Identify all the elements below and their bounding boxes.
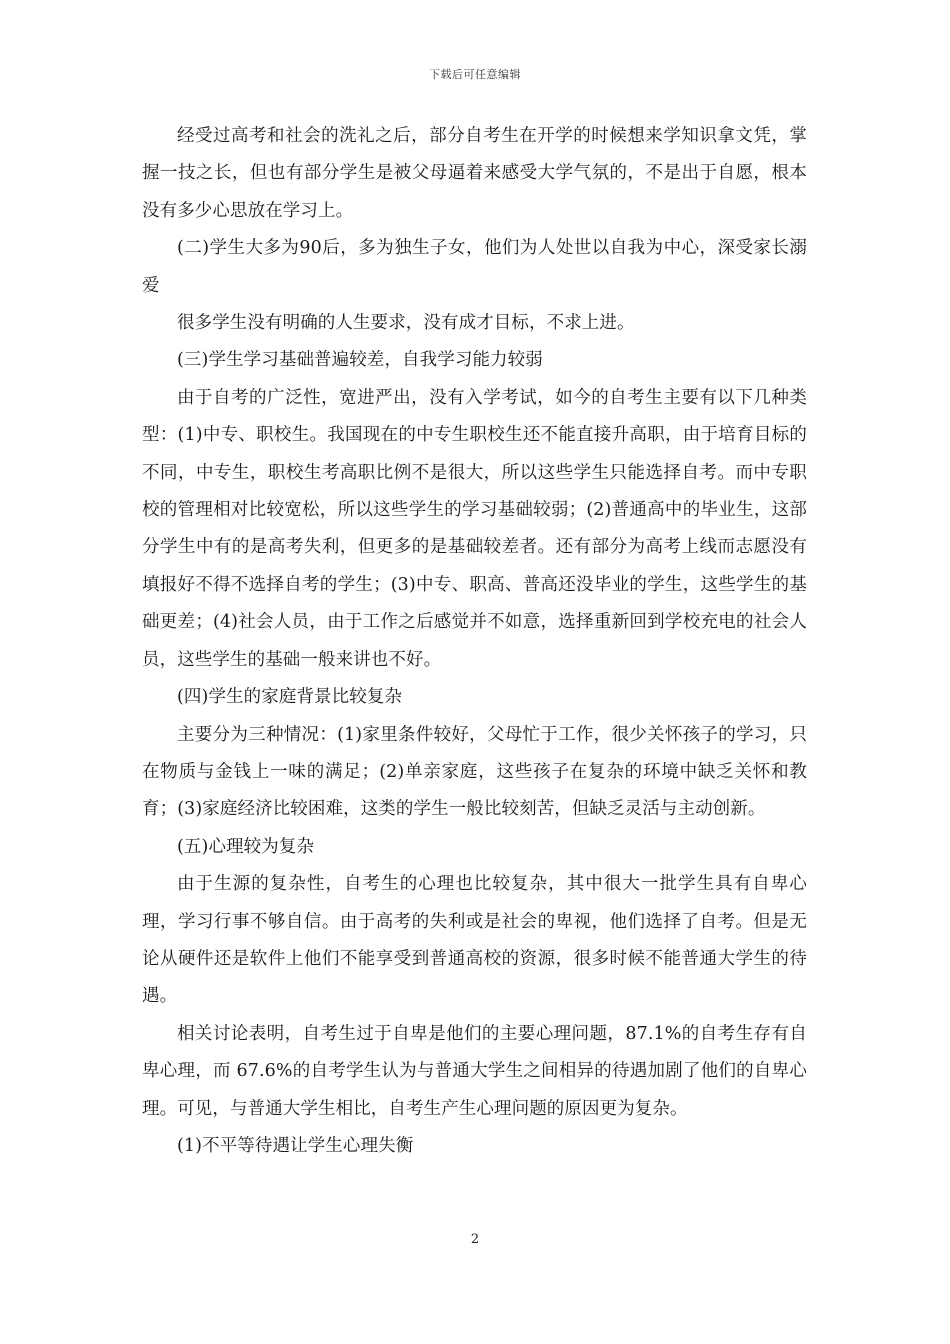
paragraph: 由于生源的复杂性，自考生的心理也比较复杂，其中很大一批学生具有自卑心理，学习行事不够自信。由于高考的失利或是社会的卑视，他们选择了自考。但是无论从硬件还是软件上他们不能享受到普通高校的资源，很多时候不能普通大学生的待遇。 bbox=[142, 874, 807, 1007]
header-note: 下载后可任意编辑 bbox=[429, 68, 521, 81]
paragraph: 很多学生没有明确的人生要求，没有成才目标，不求上进。 bbox=[177, 313, 635, 334]
section-heading: (三)学生学习基础普遍较差，自我学习能力较弱 bbox=[177, 350, 543, 371]
paragraph: 经受过高考和社会的洗礼之后，部分自考生在开学的时候想来学知识拿文凭，掌握一技之长，但也有部分学生是被父母逼着来感受大学气氛的，不是出于自愿，根本没有多少心思放在学习上。 bbox=[142, 126, 807, 221]
subsection-heading: (1)不平等待遇让学生心理失衡 bbox=[177, 1135, 414, 1156]
section-heading: (四)学生的家庭背景比较复杂 bbox=[177, 687, 403, 708]
paragraph: 相关讨论表明，自考生过于自卑是他们的主要心理问题，87.1%的自考生存有自卑心理，而 67.6%的自考学生认为与普通大学生之间相异的待遇加剧了他们的自卑心理。可见，与普通大学生相比，自考生产生心理问题的原因更为复杂。 bbox=[142, 1023, 807, 1119]
document-body bbox=[142, 118, 807, 1165]
section-heading: (五)心理较为复杂 bbox=[177, 836, 315, 857]
paragraph: 由于自考的广泛性，宽进严出，没有入学考试，如今的自考生主要有以下几种类型：(1)中专、职校生。我国现在的中专生职校生还不能直接升高职，由于培育目标的不同，中专生，职校生考高职比例不是很大，所以这些学生只能选择自考。而中专职校的管理相对比较宽松，所以这些学生的学习基础较弱；(2)普通高中的毕业生，这部分学生中有的是高考失利，但更多的是基础较差者。还有部分为高考上线而志愿没有填报好不得不选择自考的学生；(3)中专、职高、普高还没毕业的学生，这些学生的基础更差；(4)社会人员，由于工作之后感觉并不如意，选择重新回到学校充电的社会人员，这些学生的基础一般来讲也不好。 bbox=[142, 387, 807, 670]
page-number: 2 bbox=[470, 1232, 480, 1247]
paragraph: 主要分为三种情况：(1)家里条件较好，父母忙于工作，很少关怀孩子的学习，只在物质与金钱上一味的满足；(2)单亲家庭，这些孩子在复杂的环境中缺乏关怀和教育；(3)家庭经济比较困难，这类的学生一般比较刻苦，但缺乏灵活与主动创新。 bbox=[142, 724, 807, 820]
section-heading: (二)学生大多为90后，多为独生子女，他们为人处世以自我为中心，深受家长溺爱 bbox=[142, 238, 807, 296]
